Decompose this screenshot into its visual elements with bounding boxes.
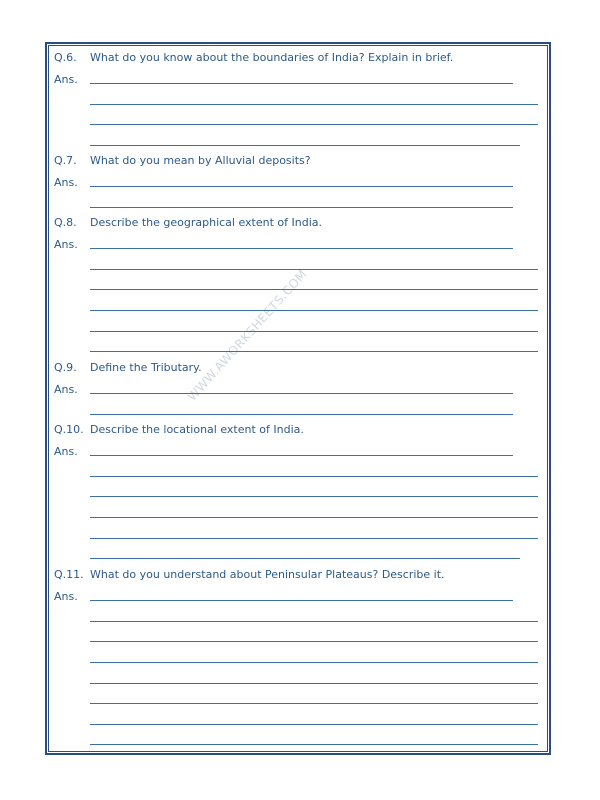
question-number: Q.10. [54, 423, 84, 436]
answer-line[interactable] [90, 703, 538, 704]
answer-label: Ans. [54, 445, 78, 458]
question-text: Define the Tributary. [90, 361, 202, 374]
answer-line[interactable] [90, 124, 538, 125]
question-number: Q.7. [54, 154, 77, 167]
answer-line[interactable] [90, 538, 538, 539]
answer-label: Ans. [54, 238, 78, 251]
answer-line[interactable] [90, 207, 513, 208]
answer-label: Ans. [54, 383, 78, 396]
answer-line[interactable] [90, 351, 538, 352]
answer-line[interactable] [90, 393, 513, 394]
answer-line[interactable] [90, 145, 520, 146]
answer-label: Ans. [54, 176, 78, 189]
answer-line[interactable] [90, 331, 538, 332]
page-border-inner [48, 45, 548, 752]
answer-line[interactable] [90, 104, 538, 105]
answer-line[interactable] [90, 683, 538, 684]
answer-line[interactable] [90, 186, 513, 187]
question-text: What do you mean by Alluvial deposits? [90, 154, 311, 167]
answer-line[interactable] [90, 744, 538, 745]
answer-line[interactable] [90, 517, 538, 518]
watermark: WWW.AWORKSHEETS.COM [184, 266, 310, 404]
question-number: Q.8. [54, 216, 77, 229]
answer-line[interactable] [90, 476, 538, 477]
answer-line[interactable] [90, 269, 538, 270]
question-text: What do you understand about Peninsular Plateaus? Describe it. [90, 568, 445, 581]
question-text: Describe the locational extent of India. [90, 423, 304, 436]
answer-label: Ans. [54, 590, 78, 603]
answer-line[interactable] [90, 289, 538, 290]
answer-line[interactable] [90, 455, 513, 456]
question-number: Q.9. [54, 361, 77, 374]
answer-line[interactable] [90, 724, 538, 725]
question-number: Q.11. [54, 568, 84, 581]
answer-line[interactable] [90, 600, 513, 601]
question-text: Describe the geographical extent of India. [90, 216, 323, 229]
answer-line[interactable] [90, 621, 538, 622]
answer-line[interactable] [90, 83, 513, 84]
answer-line[interactable] [90, 310, 538, 311]
answer-line[interactable] [90, 414, 513, 415]
answer-line[interactable] [90, 662, 538, 663]
answer-line[interactable] [90, 641, 538, 642]
answer-line[interactable] [90, 496, 538, 497]
answer-line[interactable] [90, 248, 513, 249]
answer-line[interactable] [90, 558, 520, 559]
question-number: Q.6. [54, 51, 77, 64]
question-text: What do you know about the boundaries of India? Explain in brief. [90, 51, 454, 64]
answer-label: Ans. [54, 73, 78, 86]
